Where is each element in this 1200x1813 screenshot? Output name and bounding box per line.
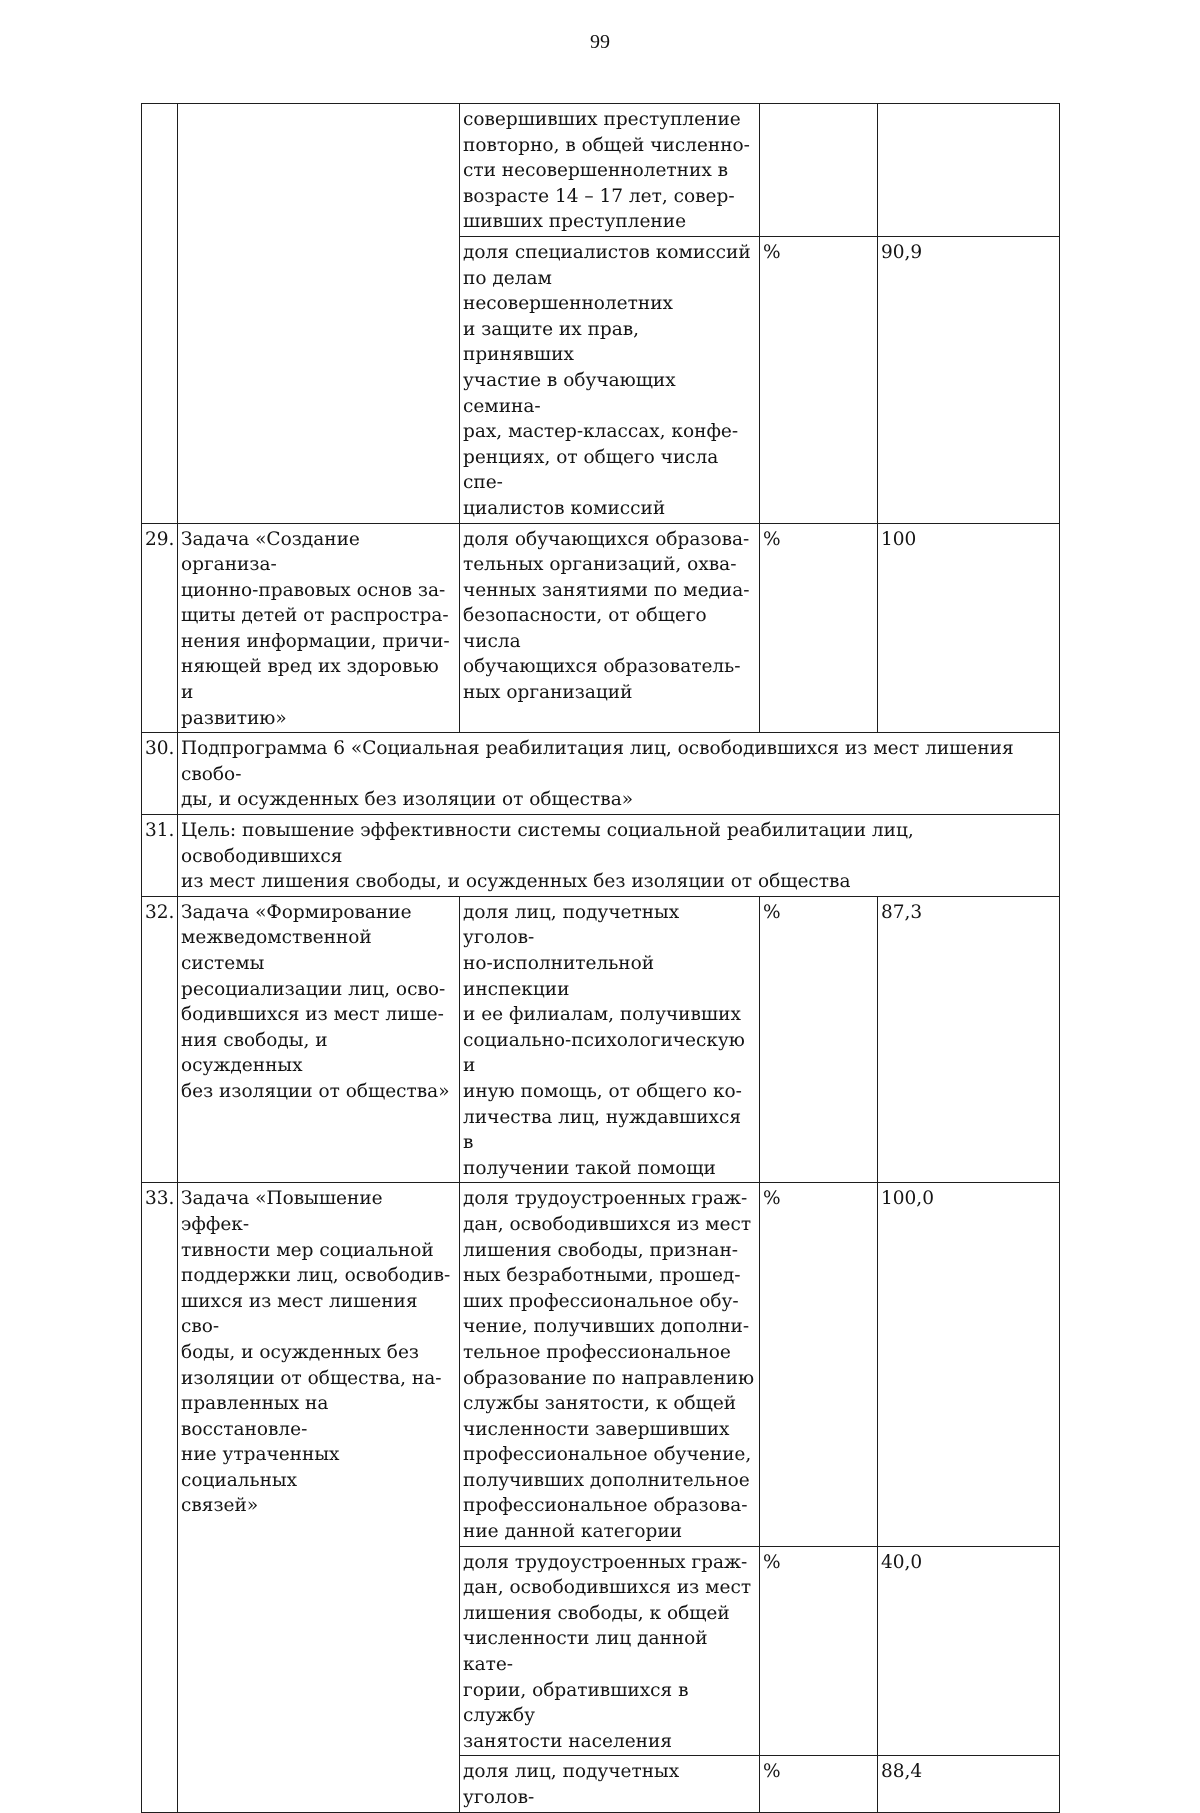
indicator-table xyxy=(141,103,1060,1813)
row-number: 33. xyxy=(142,1183,178,1812)
unit-cell: % xyxy=(760,1546,878,1756)
value-cell: 100 xyxy=(878,523,1060,733)
table-row xyxy=(142,523,1060,733)
indicator-cell: доля лиц, подучетных уголов- xyxy=(460,1756,760,1812)
row-number xyxy=(142,104,178,524)
unit-cell: % xyxy=(760,1756,878,1812)
value-cell: 88,4 xyxy=(878,1756,1060,1812)
unit-cell: % xyxy=(760,1183,878,1546)
value-cell xyxy=(878,104,1060,237)
row-number: 32. xyxy=(142,896,178,1183)
value-cell: 87,3 xyxy=(878,896,1060,1183)
table-row xyxy=(142,815,1060,897)
table-row xyxy=(142,896,1060,1183)
row-number: 30. xyxy=(142,733,178,815)
section-heading-cell: Подпрограмма 6 «Социальная реабилитация лиц, освободившихся из мест лишения свобо- ды, и осужденных без изоляции от общества» xyxy=(178,733,1060,815)
task-cell xyxy=(178,104,460,524)
section-heading-cell: Цель: повышение эффективности системы социальной реабилитации лиц, освободившихся из мест лишения свободы, и осужденных без изоляции от общества xyxy=(178,815,1060,897)
value-cell: 40,0 xyxy=(878,1546,1060,1756)
row-number: 29. xyxy=(142,523,178,733)
table-row xyxy=(142,104,1060,237)
task-cell: Задача «Повышение эффек- тивности мер социальной поддержки лиц, освободив- шихся из мест лишения сво- боды, и осужденных без изоляции от общества, на- правленных на восстановле- ние утраченных социальных связей» xyxy=(178,1183,460,1812)
row-number: 31. xyxy=(142,815,178,897)
task-cell: Задача «Создание организа- ционно-правовых основ за- щиты детей от распростра- нения информации, причи- няющей вред их здоровью и развитию» xyxy=(178,523,460,733)
value-cell: 100,0 xyxy=(878,1183,1060,1546)
unit-cell: % xyxy=(760,236,878,523)
unit-cell: % xyxy=(760,523,878,733)
table-body xyxy=(142,104,1060,1813)
value-cell: 90,9 xyxy=(878,236,1060,523)
indicator-cell: доля лиц, подучетных уголов- но-исполнительной инспекции и ее филиалам, получивших социально-психологическую и иную помощь, от общего ко- личества лиц, нуждавшихся в получении такой помощи xyxy=(460,896,760,1183)
table-row xyxy=(142,1183,1060,1546)
indicator-cell: доля специалистов комиссий по делам несовершеннолетних и защите их прав, принявших участие в обучающих семина- рах, мастер-классах, конфе- ренциях, от общего числа спе- циалистов комиссий xyxy=(460,236,760,523)
unit-cell xyxy=(760,104,878,237)
indicator-cell: доля трудоустроенных граж- дан, освободившихся из мест лишения свободы, к общей численности лиц данной кате- гории, обратившихся в службу занятости населения xyxy=(460,1546,760,1756)
page-number: 99 xyxy=(590,31,610,53)
task-cell: Задача «Формирование межведомственной системы ресоциализации лиц, осво- бодившихся из мест лише- ния свободы, и осужденных без изоляции от общества» xyxy=(178,896,460,1183)
indicator-cell: доля трудоустроенных граж- дан, освободившихся из мест лишения свободы, признан- ных безработными, прошед- ших профессиональное обу- чение, получивших дополни- тельное профессиональное образование по направлению службы занятости, к общей численности завершивших профессиональное обучение, получивших дополнительное профессиональное образова- ние данной категории xyxy=(460,1183,760,1546)
indicator-cell: совершивших преступление повторно, в общей численно- сти несовершеннолетних в возрасте 14 – 17 лет, совер- шивших преступление xyxy=(460,104,760,237)
indicator-cell: доля обучающихся образова- тельных организаций, охва- ченных занятиями по медиа- безопасности, от общего числа обучающихся образователь- ных организаций xyxy=(460,523,760,733)
table-row xyxy=(142,733,1060,815)
unit-cell: % xyxy=(760,896,878,1183)
